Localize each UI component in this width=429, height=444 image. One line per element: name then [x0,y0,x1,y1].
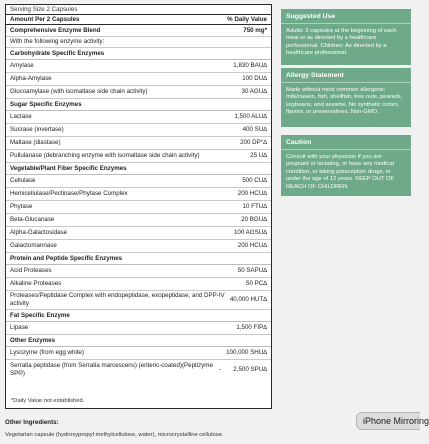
enzyme-row: Lipase 1,500 FIP∆ [6,322,271,335]
card-title: Allergy Statement [281,68,411,83]
supplement-facts-panel [5,4,272,409]
other-ingredients-text: Vegetarian capsule (hydroxypropyl methylcellulose, water), microcrystalline cellulose. [5,432,224,438]
section-heading: Other Enzymes [6,335,271,347]
daily-value-header: % Daily Value [227,15,267,23]
enzyme-row: Cellulase 500 CU∆ [6,175,271,188]
enzyme-row: Lactase 1,500 ALU∆ [6,111,271,124]
section-heading: Protein and Peptide Specific Enzymes [6,253,271,265]
enzyme-blend-row: Comprehensive Enzyme Blend 750 mg* [6,25,271,37]
enzyme-row: Alpha-Amylase 100 DU∆ [6,73,271,86]
enzyme-row: Glucoamylase (with isomaltase side chain activity) 30 AGU∆ [6,86,271,99]
section-heading: Carbohydrate Specific Enzymes [6,48,271,60]
enzyme-row: Alpha-Galactosidase 100 AGSU∆ [6,227,271,240]
enzyme-row: Serratia peptidase (from Serratia marcescens) (enteric-coated)(Peptizyme SP®) - 2,500 SPU∆ [10,361,267,377]
enzyme-row: Hemicellulase/Pectinase/Phytase Complex 200 HCU∆ [6,188,271,201]
card-body: Adults: 2 capsules at the beginning of each meal or as directed by a healthcare professional. Children: As directed by a healthcare professional. [286,28,397,57]
serving-size: Serving Size 2 Capsules [10,5,78,13]
iphone-mirroring-tab[interactable]: iPhone Mirroring [356,412,420,430]
section-heading: Fat Specific Enzyme [6,310,271,322]
allergy-statement-card [281,68,411,127]
card-body: Made without most common allergens; milk/casein, fish, shellfish, tree nuts, peanuts, soybeans, and sesame. No synthetic colors, flavors, or preservatives. Non-GMO. [286,87,403,116]
enzyme-row: Pullulanase (debranching enzyme with isomaltase side chain activity) 25 U∆ [6,150,271,163]
enzyme-row: Phytase 10 FTU∆ [6,201,271,214]
enzyme-row: Acid Proteases 50 SAPU∆ [6,265,271,278]
caution-card [281,135,411,196]
suggested-use-card [281,9,411,65]
section-heading: Vegetable/Plant Fiber Specific Enzymes [6,163,271,175]
facts-header [6,14,271,25]
other-ingredients-heading: Other Ingredients: [5,419,59,426]
section-heading: Sugar Specific Enzymes [6,99,271,111]
card-title: Caution [281,135,411,150]
card-title: Suggested Use [281,9,411,24]
enzyme-row: Amylase 1,830 BAU∆ [6,60,271,73]
enzyme-row: Galactomannase 200 HCU∆ [6,240,271,253]
enzyme-row: Lysozyme (from egg white) 100,000 SHU∆ [6,347,271,360]
enzyme-row: Alkaline Proteases 50 PC∆ [6,278,271,291]
enzyme-row: Maltase (diastase) 200 DP°∆ [6,137,271,150]
enzyme-row: Beta-Glucanase 20 BGU∆ [6,214,271,227]
card-body: Consult with your physician if you are pregnant or lactating, or have any medical condition, or taking prescription drugs, or under the age of 12 years. KEEP OUT OF REACH OF CHILDREN. [286,154,395,190]
enzyme-row: Sucrase (invertase) 400 SU∆ [6,124,271,137]
daily-value-footnote: *Daily Value not established. [11,398,85,404]
activity-note: With the following enzyme activity: [6,37,271,48]
amount-per-header: Amount Per 2 Capsules [10,15,80,23]
enzyme-row: Proteases/Peptidase Complex with endopeptidase, exopeptidase, and DPP-IV activity 40,000 HUT∆ [6,291,271,310]
